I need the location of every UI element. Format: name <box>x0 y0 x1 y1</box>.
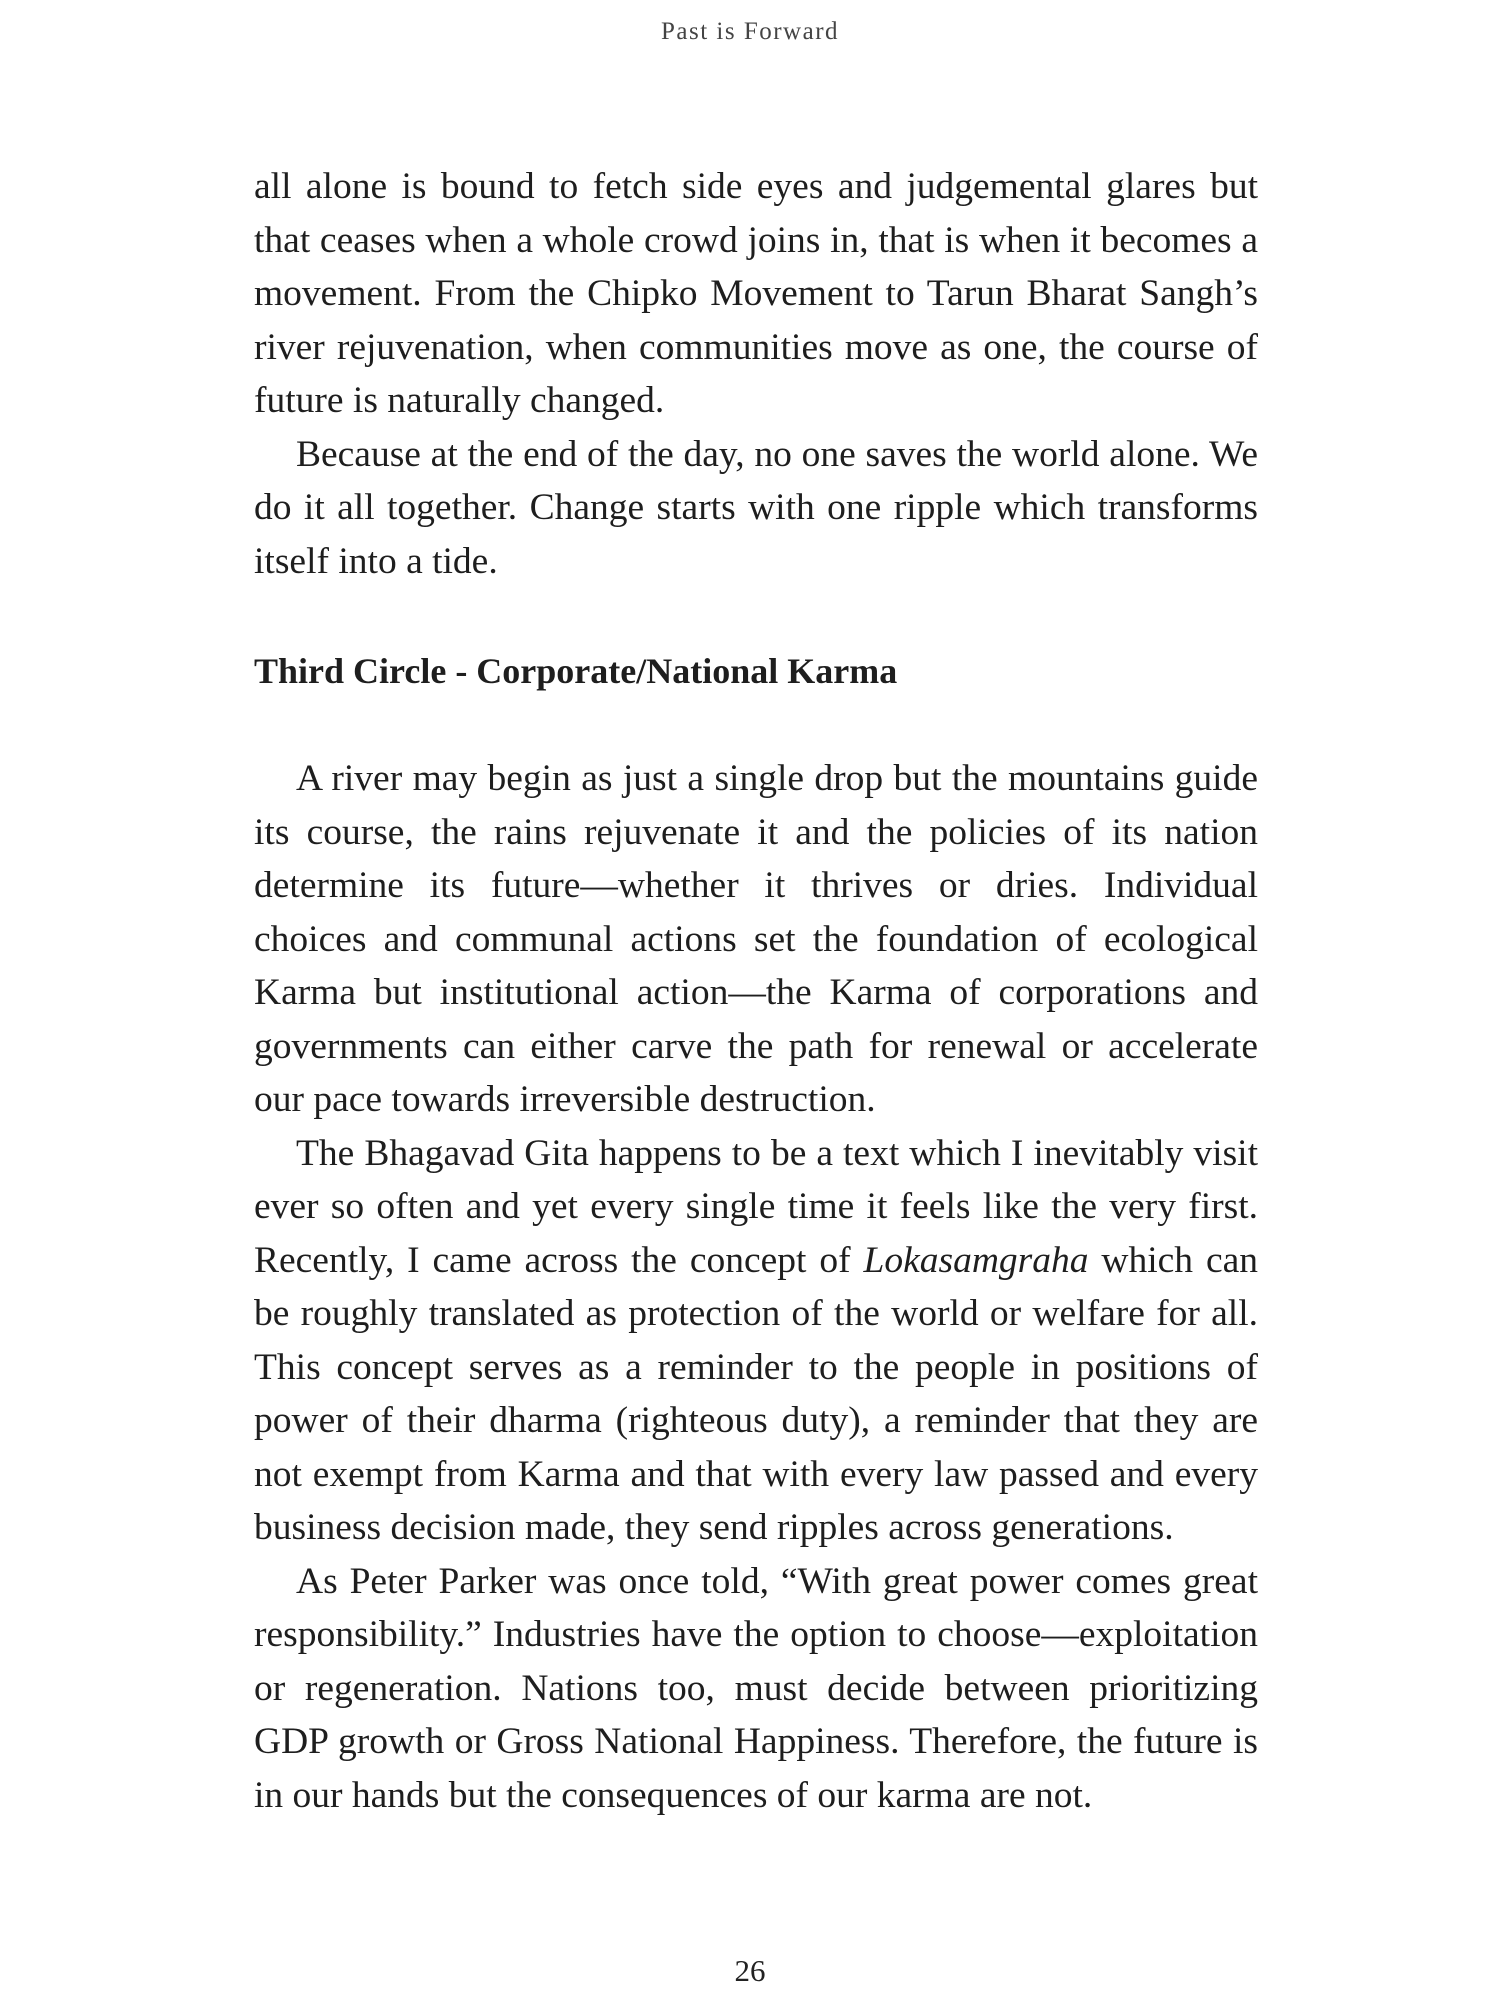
page-number: 26 <box>734 1953 766 1988</box>
paragraph-5: As Peter Parker was once told, “With great power comes great responsibility.” Industries have the option to choose—exploitation or regeneration. Nations too, must decide between prioritizing GDP growth or Gross National Happiness. Therefore, the future is in our hands but the consequences of our karma are not. <box>254 1560 1258 1816</box>
paragraph-1: all alone is bound to fetch side eyes and judgemental glares but that ceases when a whole crowd joins in, that is when it becomes a movement. From the Chipko Movement to Tarun Bharat Sangh’s river rejuvenation, when communities move as one, the course of future is naturally changed. <box>254 166 1258 421</box>
paragraph-3: A river may begin as just a single drop but the mountains guide its course, the rains rejuvenate it and the policies of its nation determine its future—whether it thrives or dries. Individual choices and communal actions set the foundation of ecological Karma but institutional action—the Karma of corporations and governments can either carve the path for renewal or accelerate our pace towards irreversible destruction. <box>254 758 1258 1120</box>
running-title: Past is Forward <box>660 18 840 45</box>
paragraph-2: Because at the end of the day, no one saves the world alone. We do it all together. Change starts with one ripple which transforms itself into a tide. <box>254 433 1258 582</box>
paragraph-4-text-b: which can be roughly translated as protection of the world or welfare for all. This concept serves as a reminder to the people in positions of power of their dharma (righteous duty), a reminder that they are not exempt from Karma and that with every law passed and every business decision made, they send ripples across generations. <box>254 1239 1258 1548</box>
paragraph-4 <box>254 1127 1258 1555</box>
section-heading: Third Circle - Corporate/National Karma <box>254 651 898 691</box>
paragraph-4-text-a: The Bhagavad Gita happens to be a text which I inevitably visit ever so often and yet every single time it feels like the very first. Recently, I came across the concept of <box>254 1132 1258 1281</box>
page-body <box>254 160 1258 1822</box>
paragraph-4-term: Lokasamgraha <box>863 1239 1089 1281</box>
